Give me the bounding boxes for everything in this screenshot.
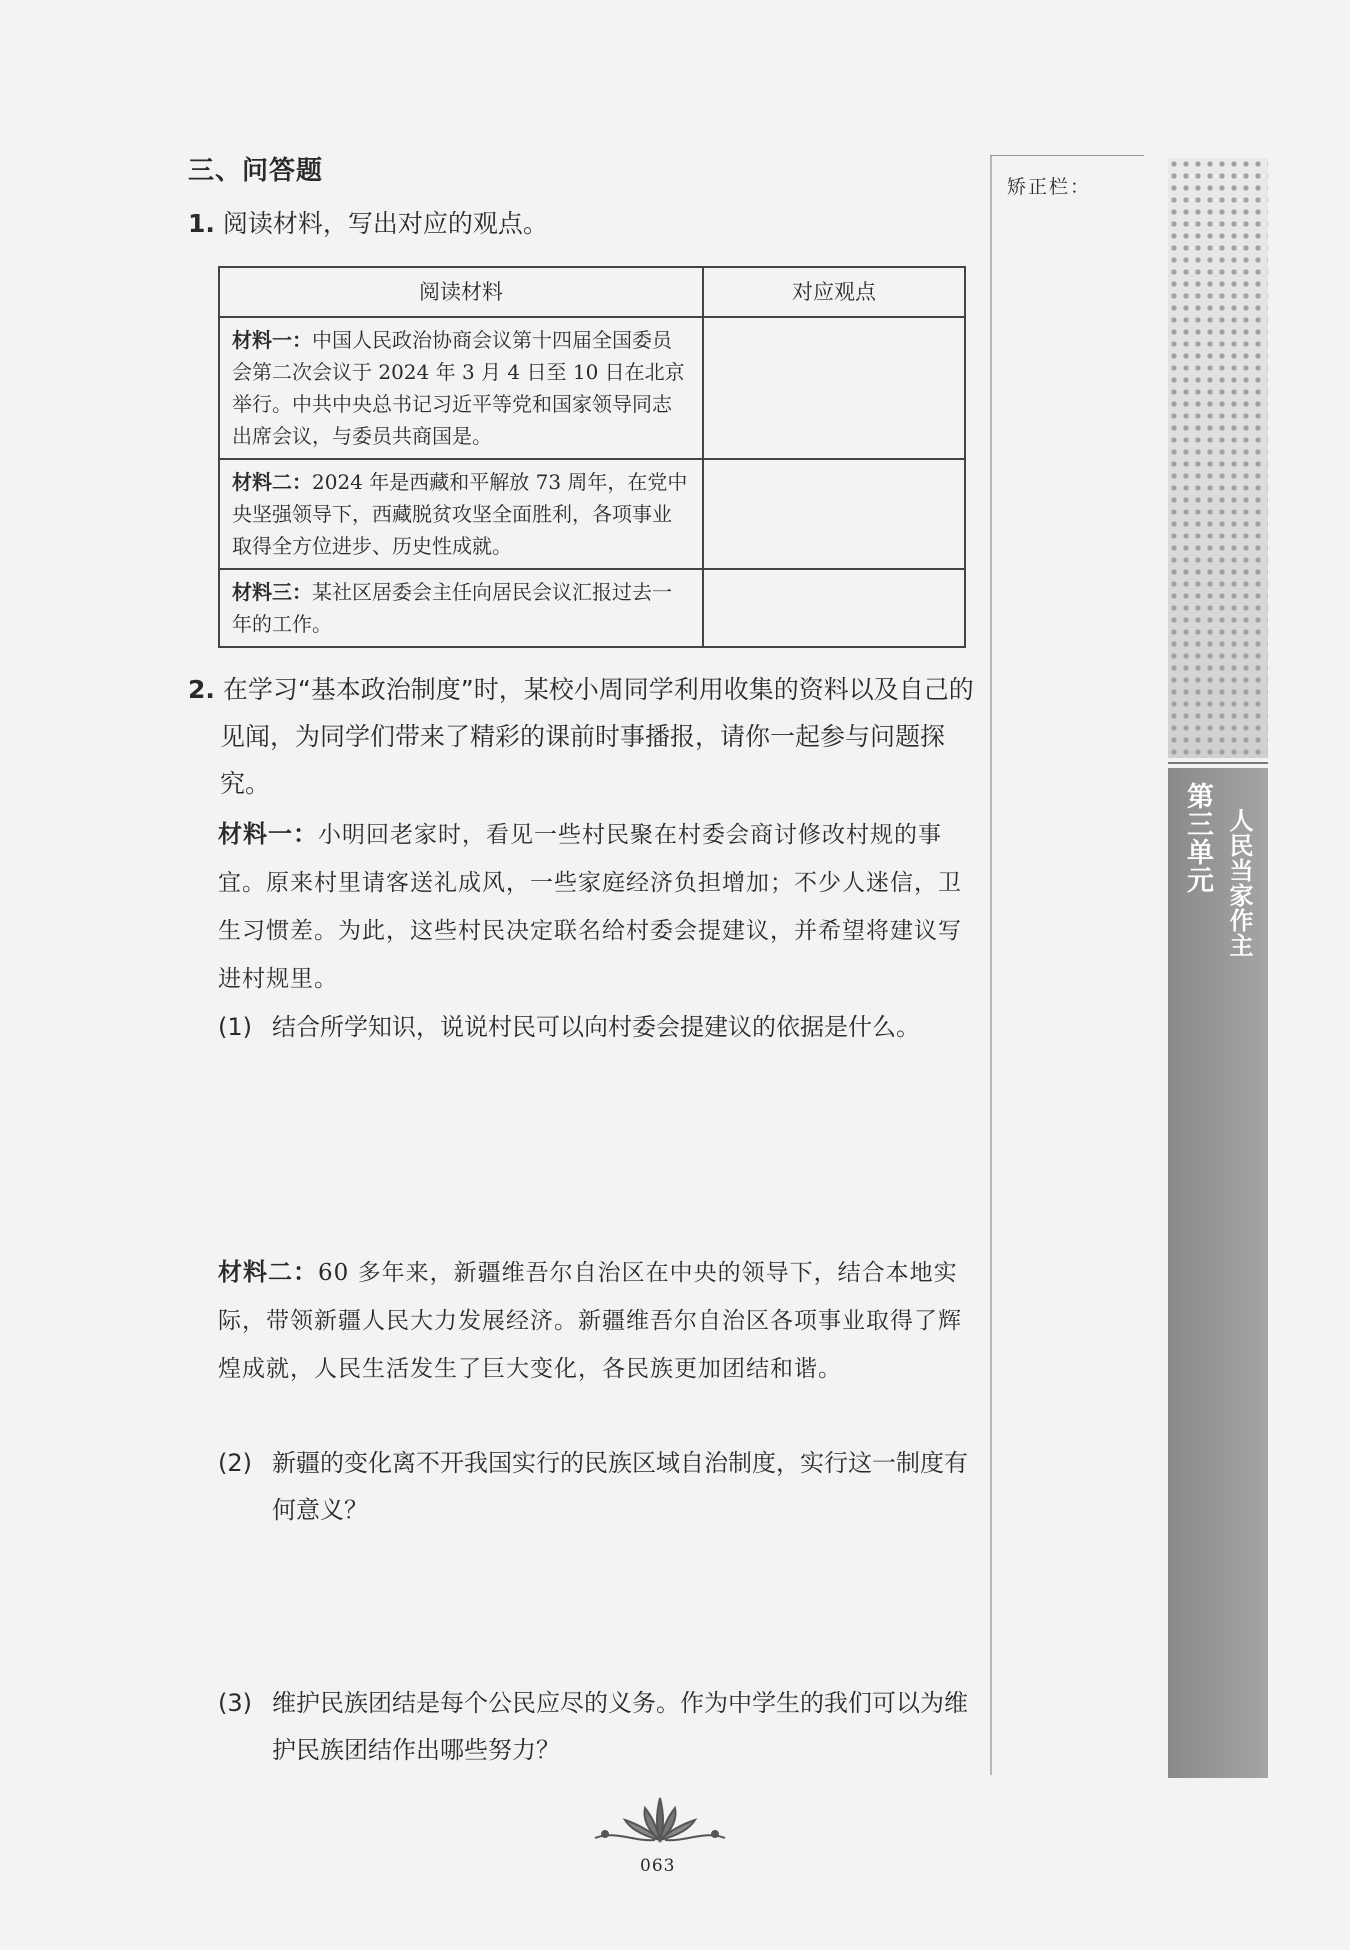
sub-question-2-number: (2) [218,1449,252,1477]
sub-question-3-text: 维护民族团结是每个公民应尽的义务。作为中学生的我们可以为维护民族团结作出哪些努力？ [272,1689,968,1764]
material-one-text: 小明回老家时，看见一些村民聚在村委会商讨修改村规的事宜。原来村里请客送礼成风，一些家庭经济负担增加；不少人迷信，卫生习惯差。为此，这些村民决定联名给村委会提建议，并希望将建议写进村规里。 [218,822,962,992]
sub-question-2-text: 新疆的变化离不开我国实行的民族区域自治制度，实行这一制度有何意义？ [272,1449,968,1524]
unit-side-tab [1168,768,1268,1778]
material-cell [219,569,703,647]
viewpoint-answer-cell[interactable] [703,317,965,459]
table-row [219,317,965,459]
question-1-text: 阅读材料，写出对应的观点。 [222,209,548,238]
material-two [218,1248,963,1393]
viewpoint-answer-cell[interactable] [703,569,965,647]
material-one [218,810,963,1003]
material-text: 中国人民政治协商会议第十四届全国委员会第二次会议于 2024 年 3 月 4 日至 10 日在北京举行。中共中央总书记习近平等党和国家领导同志出席会议，与委员共商国是。 [232,328,685,448]
material-label: 材料二： [232,470,312,494]
question-2 [188,666,978,807]
section-title: 三、问答题 [188,156,324,186]
correction-column-top-rule [990,155,1144,156]
material-text: 2024 年是西藏和平解放 73 周年，在党中央坚强领导下，西藏脱贫攻坚全面胜利，各项事业取得全方位进步、历史性成就。 [232,470,688,558]
correction-column-divider [990,155,992,1775]
decorative-dot-pattern [1168,158,1268,758]
sub-question-3 [218,1680,978,1774]
material-text: 某社区居委会主任向居民会议汇报过去一年的工作。 [232,580,672,636]
material-label: 材料三： [232,580,312,604]
header-material: 阅读材料 [219,267,703,317]
page-number: 063 [640,1856,676,1876]
floral-ornament-icon [585,1790,735,1850]
question-1-number: 1. [188,209,215,238]
sub-question-1 [218,1004,978,1051]
table-header-row [219,267,965,317]
sub-question-1-number: (1) [218,1013,252,1041]
sub-question-3-number: (3) [218,1689,252,1717]
material-label: 材料一： [232,328,312,352]
material-one-label: 材料一： [218,820,318,848]
material-two-label: 材料二： [218,1258,318,1286]
header-viewpoint: 对应观点 [703,267,965,317]
tab-divider [1168,762,1268,764]
sub-question-1-text: 结合所学知识，说说村民可以向村委会提建议的依据是什么。 [272,1013,920,1041]
question-2-number: 2. [188,675,215,704]
unit-title: 人民当家作主 [1225,808,1253,958]
viewpoint-answer-cell[interactable] [703,459,965,569]
correction-column-label: 矫正栏： [1007,176,1092,198]
sub-question-2 [218,1440,978,1534]
material-cell [219,459,703,569]
question-1 [188,200,548,247]
material-table [218,266,966,648]
material-cell [219,317,703,459]
table-row [219,459,965,569]
table-row [219,569,965,647]
unit-number: 第三单元 [1182,782,1213,894]
question-2-text: 在学习“基本政治制度”时，某校小周同学利用收集的资料以及自己的见闻，为同学们带来了精彩的课前时事播报，请你一起参与问题探究。 [220,675,974,798]
material-two-text: 60 多年来，新疆维吾尔自治区在中央的领导下，结合本地实际，带领新疆人民大力发展经济。新疆维吾尔自治区各项事业取得了辉煌成就，人民生活发生了巨大变化，各民族更加团结和谐。 [218,1260,962,1382]
